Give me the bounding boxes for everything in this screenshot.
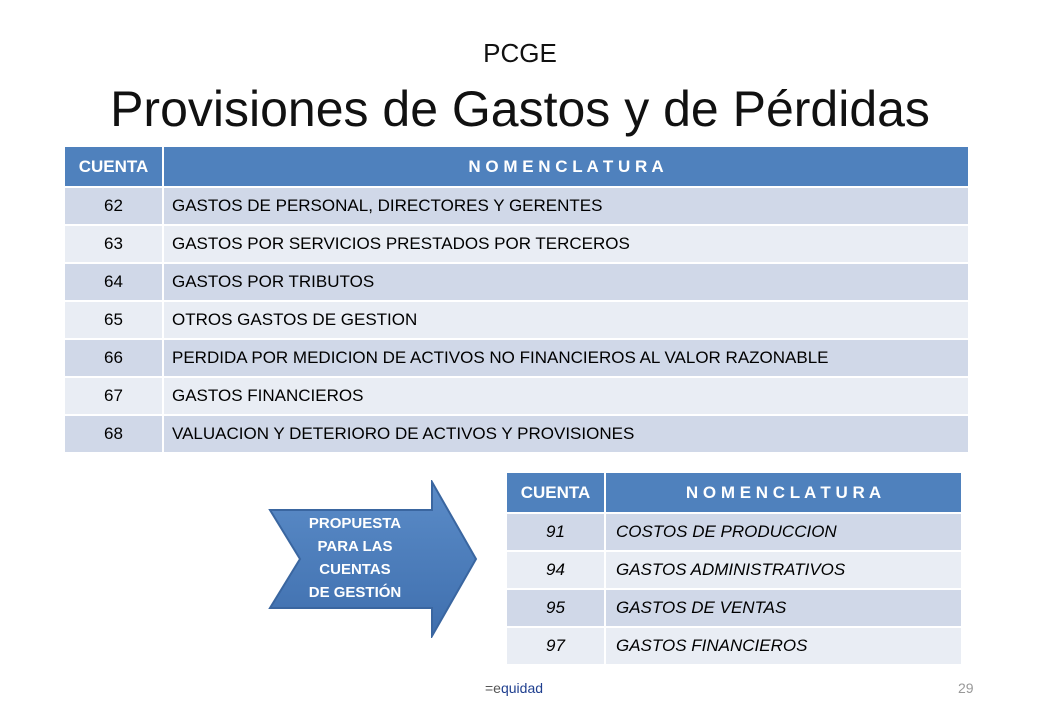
table-row <box>64 377 969 415</box>
table-row <box>506 551 962 589</box>
table-row <box>64 301 969 339</box>
header-nomenclatura: N O M E N C L A T U R A <box>605 472 962 513</box>
footer-brand-logo <box>485 680 543 696</box>
table-row <box>64 225 969 263</box>
account-name: GASTOS ADMINISTRATIVOS <box>605 551 962 589</box>
account-code: 65 <box>64 301 163 339</box>
account-code: 91 <box>506 513 605 551</box>
account-name: GASTOS POR SERVICIOS PRESTADOS POR TERCEROS <box>163 225 969 263</box>
account-code: 97 <box>506 627 605 665</box>
table-row <box>506 589 962 627</box>
table-row <box>506 627 962 665</box>
arrow-line: DE GESTIÓN <box>308 584 402 601</box>
arrow-line: CUENTAS <box>319 561 391 578</box>
account-code: 62 <box>64 187 163 225</box>
account-code: 66 <box>64 339 163 377</box>
account-name: OTROS GASTOS DE GESTION <box>163 301 969 339</box>
table-row <box>506 513 962 551</box>
brand-prefix: =e <box>485 680 501 696</box>
account-name: GASTOS FINANCIEROS <box>163 377 969 415</box>
account-code: 63 <box>64 225 163 263</box>
brand-suffix: quidad <box>500 680 544 696</box>
account-code: 68 <box>64 415 163 453</box>
accounts-table-main <box>63 145 970 454</box>
arrow-line: PARA LAS <box>317 538 393 555</box>
header-cuenta: CUENTA <box>64 146 163 187</box>
account-code: 95 <box>506 589 605 627</box>
page-number: 29 <box>958 680 974 696</box>
header-cuenta: CUENTA <box>506 472 605 513</box>
account-name: GASTOS DE PERSONAL, DIRECTORES Y GERENTES <box>163 187 969 225</box>
arrow-line: PROPUESTA <box>308 515 402 532</box>
table-row <box>64 263 969 301</box>
account-code: 94 <box>506 551 605 589</box>
table-row <box>64 339 969 377</box>
table-row <box>64 187 969 225</box>
table-row <box>64 415 969 453</box>
slide-title: Provisiones de Gastos y de Pérdidas <box>110 81 930 137</box>
accounts-table-management <box>505 471 963 666</box>
header-nomenclatura: N O M E N C L A T U R A <box>163 146 969 187</box>
account-name: PERDIDA POR MEDICION DE ACTIVOS NO FINANCIEROS AL VALOR RAZONABLE <box>163 339 969 377</box>
account-code: 67 <box>64 377 163 415</box>
account-name: GASTOS POR TRIBUTOS <box>163 263 969 301</box>
account-name: GASTOS FINANCIEROS <box>605 627 962 665</box>
account-name: COSTOS DE PRODUCCION <box>605 513 962 551</box>
account-code: 64 <box>64 263 163 301</box>
slide-subtitle: PCGE <box>483 38 557 68</box>
proposal-arrow-label <box>300 512 410 604</box>
account-name: VALUACION Y DETERIORO DE ACTIVOS Y PROVISIONES <box>163 415 969 453</box>
account-name: GASTOS DE VENTAS <box>605 589 962 627</box>
